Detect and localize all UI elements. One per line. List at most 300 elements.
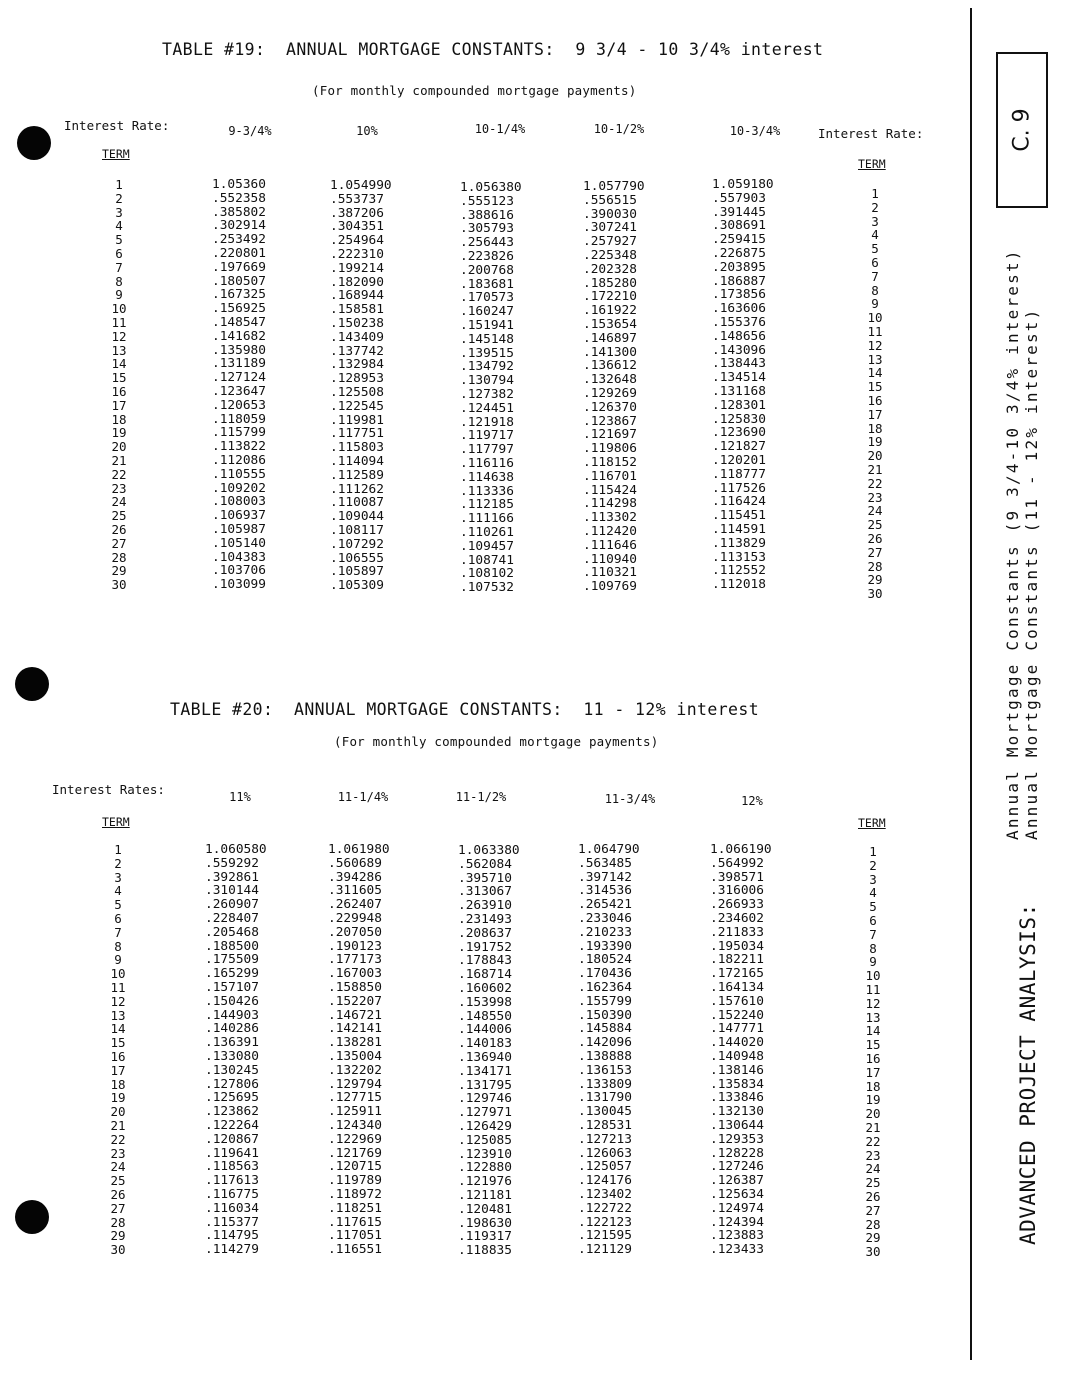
- term-header-right: TERM: [858, 157, 886, 171]
- table-19-subtitle: (For monthly compounded mortgage payments): [312, 83, 637, 98]
- table-cell: 22: [867, 475, 883, 491]
- table-cell: .160247: [460, 304, 514, 320]
- table-cell: .130794: [460, 373, 514, 389]
- table-cell: 16: [110, 1048, 126, 1064]
- rate-header: 10-1/2%: [593, 122, 645, 136]
- table-cell: .173856: [712, 287, 766, 303]
- table-cell: .265421: [578, 897, 632, 913]
- table-cell: .167325: [212, 287, 266, 303]
- table-cell: 1: [115, 177, 123, 192]
- table-cell: .136940: [458, 1049, 512, 1065]
- table-cell: .555123: [460, 193, 514, 209]
- table-cell: 30: [111, 577, 127, 593]
- table-cell: .313067: [458, 884, 512, 900]
- table-cell: .123883: [710, 1228, 764, 1244]
- table-cell: .222310: [330, 246, 384, 262]
- table-cell: .121976: [458, 1174, 512, 1190]
- table-cell: .110555: [212, 466, 266, 482]
- term-column-left: [103, 843, 133, 1257]
- table-cell: .118152: [583, 454, 637, 470]
- table-cell: .114094: [330, 453, 384, 469]
- table-cell: .116775: [205, 1186, 259, 1202]
- table-cell: 26: [111, 521, 127, 537]
- table-cell: .121769: [328, 1145, 382, 1161]
- table-cell: .150238: [330, 315, 384, 331]
- table-cell: .198630: [458, 1215, 512, 1231]
- interest-rates-label: Interest Rates:: [52, 782, 165, 797]
- table-cell: .113822: [212, 439, 266, 455]
- table-cell: .136612: [583, 358, 637, 374]
- table-cell: .391445: [712, 204, 766, 220]
- table-cell: 27: [865, 1202, 881, 1218]
- table-cell: .110261: [460, 524, 514, 540]
- table-cell: .143096: [712, 342, 766, 358]
- rate-header: 10-3/4%: [729, 124, 781, 138]
- table-cell: .122969: [328, 1131, 382, 1147]
- table-cell: .118251: [328, 1200, 382, 1216]
- table-cell: .133846: [710, 1090, 764, 1106]
- table-cell: 1: [869, 844, 877, 859]
- table-cell: .121595: [578, 1228, 632, 1244]
- table-cell: .190123: [328, 938, 382, 954]
- table-cell: .131168: [712, 383, 766, 399]
- table-cell: .116116: [460, 455, 514, 471]
- table-cell: .152207: [328, 993, 382, 1009]
- table-cell: 6: [114, 910, 122, 926]
- table-cell: .223826: [460, 248, 514, 264]
- table-cell: .137742: [330, 343, 384, 359]
- table-cell: .134171: [458, 1063, 512, 1079]
- table-cell: .113302: [583, 510, 637, 526]
- table-cell: .161922: [583, 303, 637, 319]
- table-cell: .117615: [328, 1214, 382, 1230]
- table-cell: .114298: [583, 496, 637, 512]
- table-cell: .131189: [212, 356, 266, 372]
- table-cell: .170573: [460, 290, 514, 306]
- table-cell: .180507: [212, 273, 266, 289]
- table-cell: 23: [111, 480, 127, 496]
- rate-column: [578, 843, 658, 1257]
- table-cell: .263910: [458, 898, 512, 914]
- term-header-left: TERM: [102, 147, 130, 161]
- table-cell: .305793: [460, 221, 514, 237]
- table-cell: 2: [114, 855, 122, 871]
- table-cell: .129353: [710, 1131, 764, 1147]
- table-cell: 14: [111, 356, 127, 372]
- table-cell: .142096: [578, 1035, 632, 1051]
- table-cell: 25: [110, 1173, 126, 1189]
- table-cell: 23: [110, 1145, 126, 1161]
- table-cell: 8: [114, 938, 122, 954]
- table-cell: .113153: [712, 549, 766, 565]
- table-cell: 27: [110, 1200, 126, 1216]
- table-cell: .228407: [205, 910, 259, 926]
- table-cell: .307241: [583, 220, 637, 236]
- table-cell: 28: [110, 1214, 126, 1230]
- table-cell: .115451: [712, 508, 766, 524]
- table-cell: .119806: [583, 441, 637, 457]
- table-cell: 13: [865, 1009, 881, 1025]
- margin-rule: [970, 8, 972, 1360]
- table-cell: 8: [869, 940, 877, 956]
- table-cell: .553737: [330, 191, 384, 207]
- table-cell: .126063: [578, 1145, 632, 1161]
- table-cell: 18: [865, 1078, 881, 1094]
- table-cell: .140286: [205, 1021, 259, 1037]
- table-cell: 20: [865, 1106, 881, 1122]
- table-cell: 30: [867, 586, 883, 602]
- table-cell: .185280: [583, 275, 637, 291]
- table-cell: .121181: [458, 1187, 512, 1203]
- table-cell: .168944: [330, 288, 384, 304]
- table-cell: .260907: [205, 897, 259, 913]
- table-cell: 12: [867, 337, 883, 353]
- table-cell: 5: [114, 897, 122, 913]
- table-cell: 16: [867, 392, 883, 408]
- table-cell: 2: [871, 199, 879, 215]
- table-cell: .123862: [205, 1104, 259, 1120]
- table-cell: .205468: [205, 924, 259, 940]
- table-cell: .153998: [458, 994, 512, 1010]
- table-cell: .157107: [205, 979, 259, 995]
- table-cell: .262407: [328, 897, 382, 913]
- table-cell: .132130: [710, 1104, 764, 1120]
- table-cell: .114638: [460, 469, 514, 485]
- table-cell: .145148: [460, 331, 514, 347]
- table-cell: .163606: [712, 301, 766, 317]
- table-cell: .153654: [583, 316, 637, 332]
- table-cell: .144020: [710, 1035, 764, 1051]
- table-cell: 18: [867, 420, 883, 436]
- table-cell: 23: [867, 489, 883, 505]
- table-cell: 17: [867, 406, 883, 422]
- table-cell: 3: [114, 869, 122, 885]
- table-cell: .226875: [712, 245, 766, 261]
- table-cell: 19: [110, 1090, 126, 1106]
- table-cell: .564992: [710, 855, 764, 871]
- table-cell: 17: [110, 1062, 126, 1078]
- table-cell: .116034: [205, 1200, 259, 1216]
- table-cell: .316006: [710, 883, 764, 899]
- table-cell: .124340: [328, 1117, 382, 1133]
- table-cell: 25: [867, 517, 883, 533]
- table-cell: .142141: [328, 1021, 382, 1037]
- table-cell: .134514: [712, 370, 766, 386]
- table-cell: .112018: [712, 577, 766, 593]
- table-cell: .146897: [583, 330, 637, 346]
- table-cell: .125634: [710, 1186, 764, 1202]
- table-cell: 9: [115, 287, 123, 303]
- table-cell: 15: [867, 379, 883, 395]
- table-cell: .392861: [205, 869, 259, 885]
- table-cell: .125830: [712, 411, 766, 427]
- table-cell: .390030: [583, 206, 637, 222]
- table-cell: 16: [865, 1050, 881, 1066]
- table-cell: .113829: [712, 535, 766, 551]
- table-cell: .253492: [212, 232, 266, 248]
- table-cell: .202328: [583, 261, 637, 277]
- table-cell: .132648: [583, 372, 637, 388]
- table-cell: 26: [867, 530, 883, 546]
- table-cell: .126370: [583, 399, 637, 415]
- table-cell: .117613: [205, 1173, 259, 1189]
- table-cell: .112185: [460, 497, 514, 513]
- table-cell: .148550: [458, 1008, 512, 1024]
- table-cell: 11: [865, 981, 881, 997]
- table-cell: 6: [115, 245, 123, 261]
- table-cell: .155799: [578, 993, 632, 1009]
- table-cell: .125911: [328, 1104, 382, 1120]
- table-cell: 17: [111, 397, 127, 413]
- table-cell: 13: [111, 342, 127, 358]
- table-cell: .129794: [328, 1076, 382, 1092]
- table-cell: .180524: [578, 952, 632, 968]
- table-cell: .123690: [712, 425, 766, 441]
- table-cell: .123910: [458, 1146, 512, 1162]
- rate-column: [328, 843, 408, 1257]
- table-cell: .108117: [330, 522, 384, 538]
- table-cell: 8: [115, 273, 123, 289]
- table-cell: .150390: [578, 1007, 632, 1023]
- table-cell: 24: [867, 503, 883, 519]
- table-cell: .118777: [712, 466, 766, 482]
- table-cell: 6: [871, 254, 879, 270]
- table-cell: 1.05360: [212, 177, 266, 192]
- table-cell: .385802: [212, 204, 266, 220]
- table-cell: .112420: [583, 523, 637, 539]
- table-cell: 10: [110, 966, 126, 982]
- table-cell: .114591: [712, 521, 766, 537]
- table-cell: 1: [871, 186, 879, 201]
- table-cell: .120201: [712, 452, 766, 468]
- table-cell: 5: [115, 232, 123, 248]
- table-cell: .111166: [460, 511, 514, 527]
- table-cell: 21: [865, 1119, 881, 1135]
- table-cell: .106555: [330, 550, 384, 566]
- table-cell: .118835: [458, 1243, 512, 1259]
- table-cell: 4: [115, 218, 123, 234]
- table-cell: .121697: [583, 427, 637, 443]
- table-cell: .105987: [212, 521, 266, 537]
- table-cell: .146721: [328, 1007, 382, 1023]
- table-cell: .111262: [330, 481, 384, 497]
- table-cell: .177173: [328, 952, 382, 968]
- table-cell: .141300: [583, 344, 637, 360]
- table-cell: 10: [867, 310, 883, 326]
- table-cell: .127124: [212, 370, 266, 386]
- rate-column: [583, 180, 663, 594]
- table-cell: .559292: [205, 855, 259, 871]
- table-cell: .113336: [460, 483, 514, 499]
- table-cell: .143409: [330, 329, 384, 345]
- table-cell: .225348: [583, 247, 637, 263]
- table-cell: .304351: [330, 219, 384, 235]
- table-cell: 1.059180: [712, 177, 774, 192]
- table-cell: 24: [865, 1161, 881, 1177]
- table-cell: 3: [869, 871, 877, 887]
- table-cell: 9: [869, 954, 877, 970]
- term-header-left: TERM: [102, 815, 130, 829]
- table-cell: .148547: [212, 314, 266, 330]
- table-cell: 18: [111, 411, 127, 427]
- table-cell: .128531: [578, 1117, 632, 1133]
- table-cell: .115799: [212, 425, 266, 441]
- table-cell: 1.056380: [460, 180, 522, 195]
- table-cell: .144006: [458, 1022, 512, 1038]
- table-cell: .124974: [710, 1200, 764, 1216]
- table-cell: .122123: [578, 1214, 632, 1230]
- table-cell: 21: [110, 1117, 126, 1133]
- table-cell: 20: [110, 1104, 126, 1120]
- table-cell: .119641: [205, 1145, 259, 1161]
- table-cell: .118972: [328, 1186, 382, 1202]
- table-cell: .117797: [460, 442, 514, 458]
- table-cell: .127806: [205, 1076, 259, 1092]
- table-cell: 4: [871, 227, 879, 243]
- table-cell: 7: [115, 259, 123, 275]
- table-cell: .155376: [712, 314, 766, 330]
- sidebar-contents-line-2: Annual Mortgage Constants (11 - 12% interest): [1022, 307, 1041, 840]
- table-cell: .138146: [710, 1062, 764, 1078]
- table-cell: 1.057790: [583, 179, 645, 194]
- table-cell: 11: [111, 314, 127, 330]
- table-cell: 29: [110, 1228, 126, 1244]
- rate-header: 10-1/4%: [474, 122, 526, 136]
- table-cell: .136391: [205, 1035, 259, 1051]
- table-cell: .120653: [212, 397, 266, 413]
- table-cell: 15: [865, 1037, 881, 1053]
- table-cell: .168714: [458, 967, 512, 983]
- table-cell: .117526: [712, 480, 766, 496]
- table-cell: 9: [871, 296, 879, 312]
- table-cell: .387206: [330, 205, 384, 221]
- table-cell: 20: [867, 448, 883, 464]
- table-cell: 17: [865, 1064, 881, 1080]
- table-cell: .234602: [710, 910, 764, 926]
- interest-rate-label-left: Interest Rate:: [64, 118, 170, 133]
- table-cell: .122545: [330, 398, 384, 414]
- sidebar-contents-line-1: Annual Mortgage Constants (9 3/4-10 3/4% interest): [1003, 248, 1022, 840]
- table-cell: 2: [869, 857, 877, 873]
- table-cell: .123402: [578, 1186, 632, 1202]
- table-cell: 28: [867, 558, 883, 574]
- table-cell: .139515: [460, 345, 514, 361]
- table-cell: .563485: [578, 855, 632, 871]
- table-cell: 19: [867, 434, 883, 450]
- table-cell: .116424: [712, 494, 766, 510]
- table-cell: .129269: [583, 385, 637, 401]
- table-cell: 7: [871, 268, 879, 284]
- table-cell: .109202: [212, 480, 266, 496]
- table-cell: .130045: [578, 1104, 632, 1120]
- table-cell: .132202: [328, 1062, 382, 1078]
- table-cell: .123647: [212, 383, 266, 399]
- table-cell: .118059: [212, 411, 266, 427]
- table-cell: 15: [110, 1035, 126, 1051]
- table-cell: 21: [867, 461, 883, 477]
- table-cell: 16: [111, 383, 127, 399]
- table-cell: 13: [110, 1007, 126, 1023]
- punch-hole-bottom: [15, 1200, 49, 1234]
- table-cell: 23: [865, 1147, 881, 1163]
- table-cell: .199214: [330, 260, 384, 276]
- table-cell: .121827: [712, 439, 766, 455]
- table-cell: 3: [871, 213, 879, 229]
- rate-column: [460, 181, 540, 595]
- table-cell: 1: [114, 842, 122, 857]
- table-cell: .167003: [328, 966, 382, 982]
- table-cell: .133080: [205, 1048, 259, 1064]
- table-cell: .111646: [583, 537, 637, 553]
- table-cell: 12: [111, 328, 127, 344]
- rate-header: 11-1/2%: [455, 790, 507, 804]
- table-cell: .175509: [205, 952, 259, 968]
- section-tab-label: C. 9: [1009, 108, 1035, 152]
- section-tab: [996, 52, 1048, 208]
- table-cell: 28: [865, 1216, 881, 1232]
- table-cell: .124394: [710, 1214, 764, 1230]
- table-cell: .123433: [710, 1242, 764, 1258]
- table-cell: 29: [111, 563, 127, 579]
- table-cell: .140183: [458, 1036, 512, 1052]
- table-cell: .256443: [460, 235, 514, 251]
- table-cell: 1.054990: [330, 178, 392, 193]
- table-cell: .110321: [583, 565, 637, 581]
- table-cell: .156925: [212, 301, 266, 317]
- table-cell: .188500: [205, 938, 259, 954]
- table-cell: 25: [111, 508, 127, 524]
- table-cell: 3: [115, 204, 123, 220]
- table-cell: .115803: [330, 440, 384, 456]
- rate-header: 11-3/4%: [604, 792, 656, 806]
- table-cell: .254964: [330, 233, 384, 249]
- table-cell: .135834: [710, 1076, 764, 1092]
- term-column-left: [104, 178, 134, 592]
- table-cell: .109457: [460, 538, 514, 554]
- table-cell: .395710: [458, 870, 512, 886]
- table-cell: .191752: [458, 939, 512, 955]
- table-cell: .130644: [710, 1117, 764, 1133]
- table-cell: .131795: [458, 1077, 512, 1093]
- table-cell: .135004: [328, 1048, 382, 1064]
- table-cell: .552358: [212, 190, 266, 206]
- table-cell: 11: [110, 979, 126, 995]
- table-cell: .257927: [583, 234, 637, 250]
- table-20-title: TABLE #20: ANNUAL MORTGAGE CONSTANTS: 11 - 12% interest: [170, 700, 760, 719]
- table-cell: 12: [865, 995, 881, 1011]
- table-cell: .157610: [710, 993, 764, 1009]
- table-cell: 30: [110, 1242, 126, 1258]
- table-cell: .119717: [460, 428, 514, 444]
- table-cell: .266933: [710, 897, 764, 913]
- table-cell: .120715: [328, 1159, 382, 1175]
- table-cell: 1.063380: [458, 843, 520, 858]
- sidebar-section-title: ADVANCED PROJECT ANALYSIS:: [1016, 903, 1040, 1245]
- table-cell: .208637: [458, 925, 512, 941]
- table-cell: 14: [865, 1023, 881, 1039]
- table-cell: .556515: [583, 192, 637, 208]
- table-cell: .197669: [212, 259, 266, 275]
- interest-rate-label-right: Interest Rate:: [818, 126, 924, 141]
- table-cell: .107532: [460, 580, 514, 596]
- table-cell: 14: [867, 365, 883, 381]
- rate-header: 10%: [356, 124, 378, 138]
- rate-column: [330, 179, 410, 593]
- table-cell: .186887: [712, 273, 766, 289]
- table-cell: .172210: [583, 289, 637, 305]
- table-cell: .112086: [212, 452, 266, 468]
- table-cell: .120481: [458, 1201, 512, 1217]
